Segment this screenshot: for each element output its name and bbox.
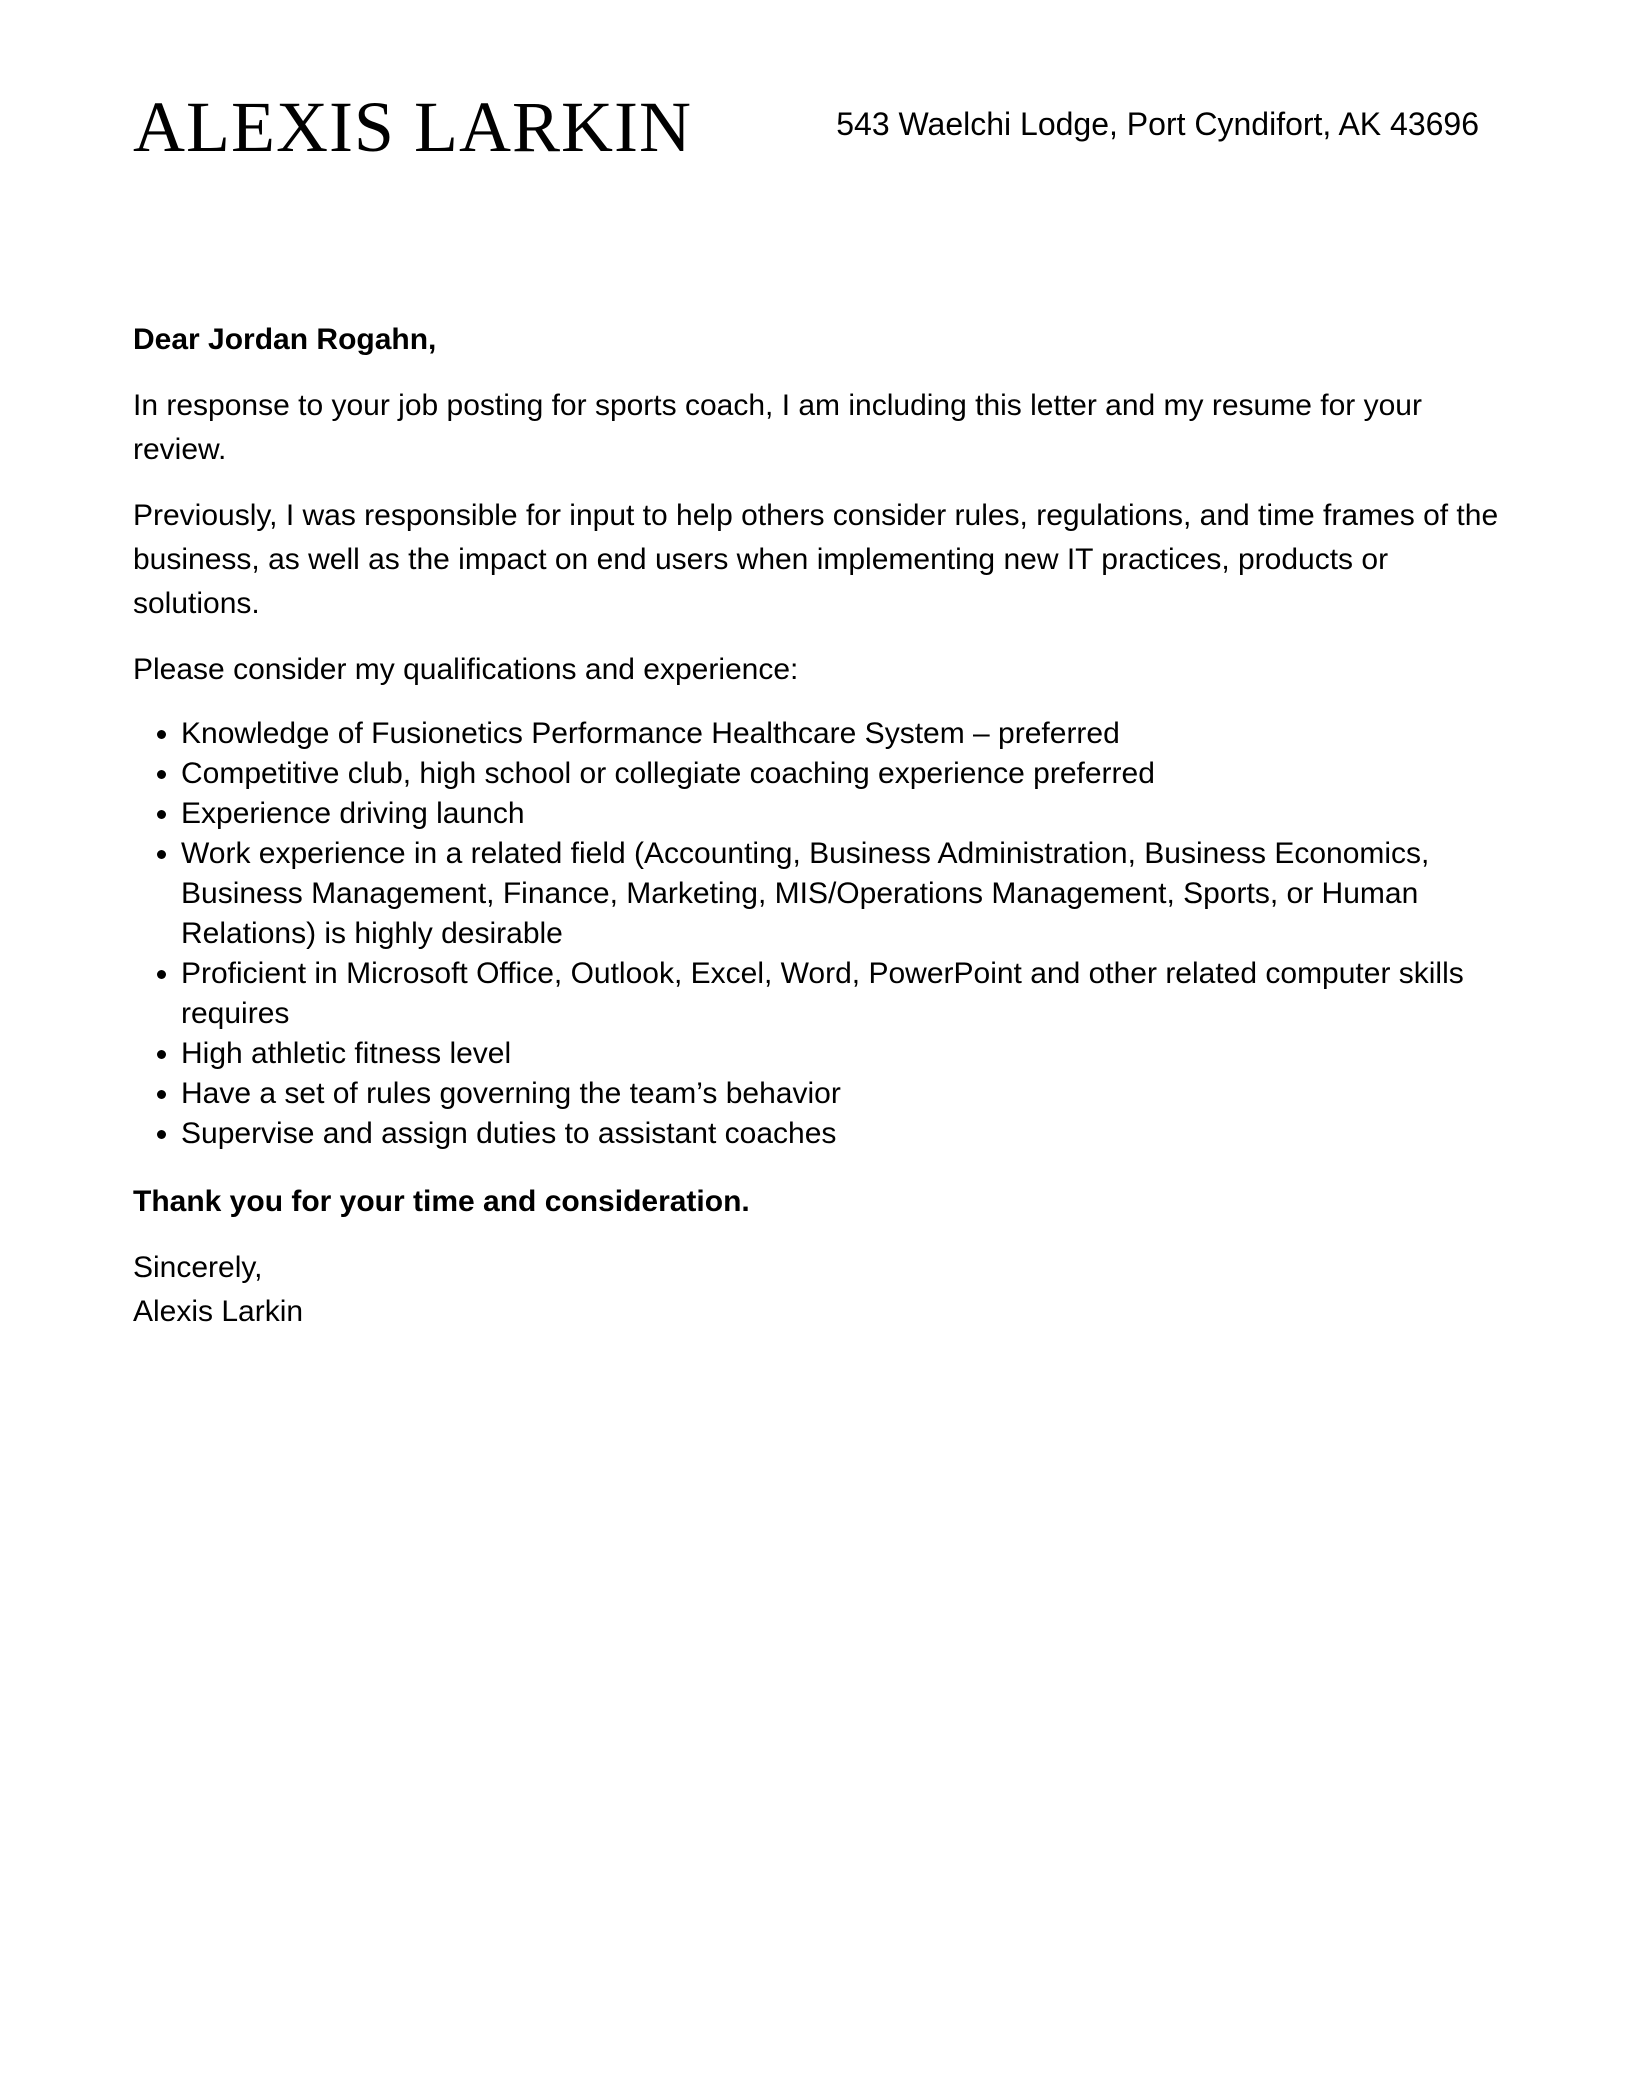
sender-name: ALEXIS LARKIN xyxy=(133,87,692,167)
letter-body xyxy=(133,318,1499,1334)
list-item: • Supervise and assign duties to assistant coaches xyxy=(181,1114,1499,1154)
list-item: • Knowledge of Fusionetics Performance Healthcare System – preferred xyxy=(181,714,1499,754)
list-item: • High athletic fitness level xyxy=(181,1034,1499,1074)
greeting: Dear Jordan Rogahn, xyxy=(133,323,437,356)
closing-line: Thank you for your time and consideration. xyxy=(133,1185,750,1218)
list-item: • Proficient in Microsoft Office, Outlook, Excel, Word, PowerPoint and other related computer skills requires xyxy=(181,954,1499,1034)
list-item: • Competitive club, high school or collegiate coaching experience preferred xyxy=(181,754,1499,794)
experience-paragraph: Previously, I was responsible for input to help others consider rules, regulations, and time frames of the business, as well as the impact on end users when implementing new IT practices, products or solutions. xyxy=(133,499,1499,620)
list-item: • Have a set of rules governing the team’s behavior xyxy=(181,1074,1499,1114)
list-item: • Work experience in a related field (Accounting, Business Administration, Business Economics, Business Management, Finance, Marketing, MIS/Operations Management, Sports, or Human Relations) is highly desirable xyxy=(181,834,1499,954)
sender-address: 543 Waelchi Lodge, Port Cyndifort, AK 43696 xyxy=(836,106,1479,142)
qualifications-intro: Please consider my qualifications and experience: xyxy=(133,653,799,686)
letter-header xyxy=(133,82,1499,172)
list-item: • Experience driving launch xyxy=(181,794,1499,834)
signoff: Sincerely, xyxy=(133,1251,263,1284)
qualifications-list xyxy=(133,714,1499,1154)
signature-name: Alexis Larkin xyxy=(133,1295,304,1328)
intro-paragraph: In response to your job posting for sports coach, I am including this letter and my resume for your review. xyxy=(133,389,1422,466)
